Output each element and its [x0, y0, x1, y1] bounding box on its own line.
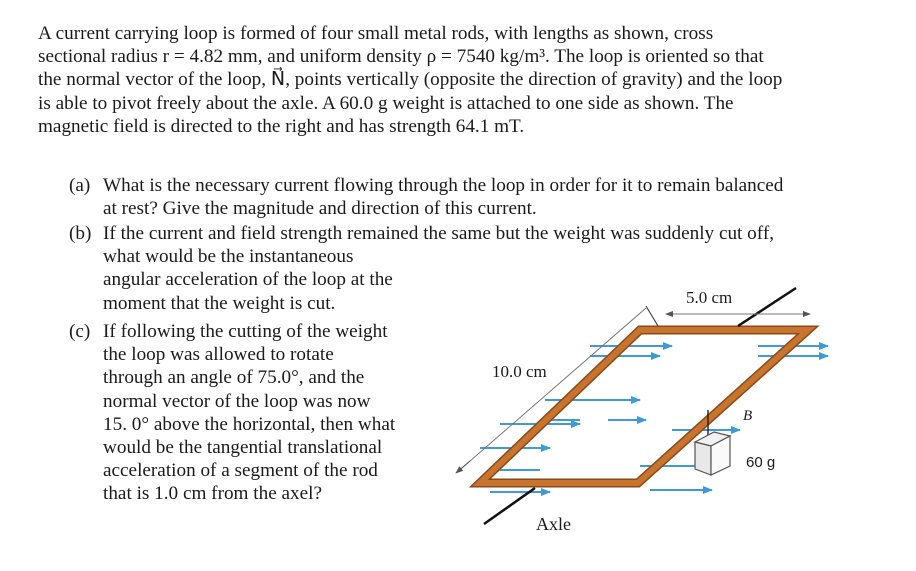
dimension-arrow — [456, 461, 470, 473]
question-label: (c) — [69, 321, 91, 342]
question-label: (a) — [69, 175, 91, 196]
question-line: the loop was allowed to rotate — [103, 344, 334, 366]
question-line: angular acceleration of the loop at the — [103, 269, 393, 291]
intro-line: is able to pivot freely about the axle. A 60.0 g weight is attached to one side as shown. The — [38, 92, 734, 114]
intro-line: the normal vector of the loop, N⃗, points vertically (opposite the direction of gravity) and the loop — [38, 69, 783, 91]
axle-rod-far — [738, 288, 796, 326]
weight-label: 60 g — [746, 454, 776, 471]
length-dimension-line — [462, 308, 646, 468]
loop-figure — [440, 270, 916, 566]
question-line: through an angle of 75.0°, and the — [103, 367, 365, 389]
field-vector-label: B⃗ — [743, 408, 764, 424]
question-line: If the current and field strength remained the same but the weight was suddenly cut off, — [103, 223, 775, 244]
intro-line: magnetic field is directed to the right and has strength 64.1 mT. — [38, 115, 525, 137]
question-c — [69, 320, 433, 506]
question-a — [69, 174, 893, 220]
intro-line: sectional radius r = 4.82 mm, and uniform density ρ = 7540 kg/m³. The loop is oriented so that — [38, 46, 764, 68]
question-line: What is the necessary current flowing through the loop in order for it to remain balanced — [103, 175, 784, 196]
width-label: 5.0 cm — [686, 288, 733, 307]
question-line: would be the tangential translational — [103, 437, 383, 459]
dimension-tick — [646, 306, 658, 326]
question-line: normal vector of the loop was now — [103, 390, 371, 412]
weight-block — [695, 432, 730, 475]
question-label: (b) — [69, 223, 92, 244]
axle-label: Axle — [536, 514, 571, 534]
question-line: 15. 0° above the horizontal, then what — [103, 413, 396, 435]
question-line: moment that the weight is cut. — [103, 292, 336, 314]
question-line: If following the cutting of the weight — [103, 321, 388, 342]
question-line: what would be the instantaneous — [103, 246, 354, 268]
problem-statement — [38, 22, 898, 138]
length-label: 10.0 cm — [492, 362, 547, 381]
question-line: at rest? Give the magnitude and direction of this current. — [103, 198, 537, 220]
axle-rod — [484, 488, 535, 524]
question-line: that is 1.0 cm from the axel? — [103, 483, 322, 505]
loop-diagram — [440, 270, 916, 566]
intro-line: A current carrying loop is formed of four small metal rods, with lengths as shown, cross — [38, 23, 714, 44]
question-line: acceleration of a segment of the rod — [103, 460, 378, 482]
